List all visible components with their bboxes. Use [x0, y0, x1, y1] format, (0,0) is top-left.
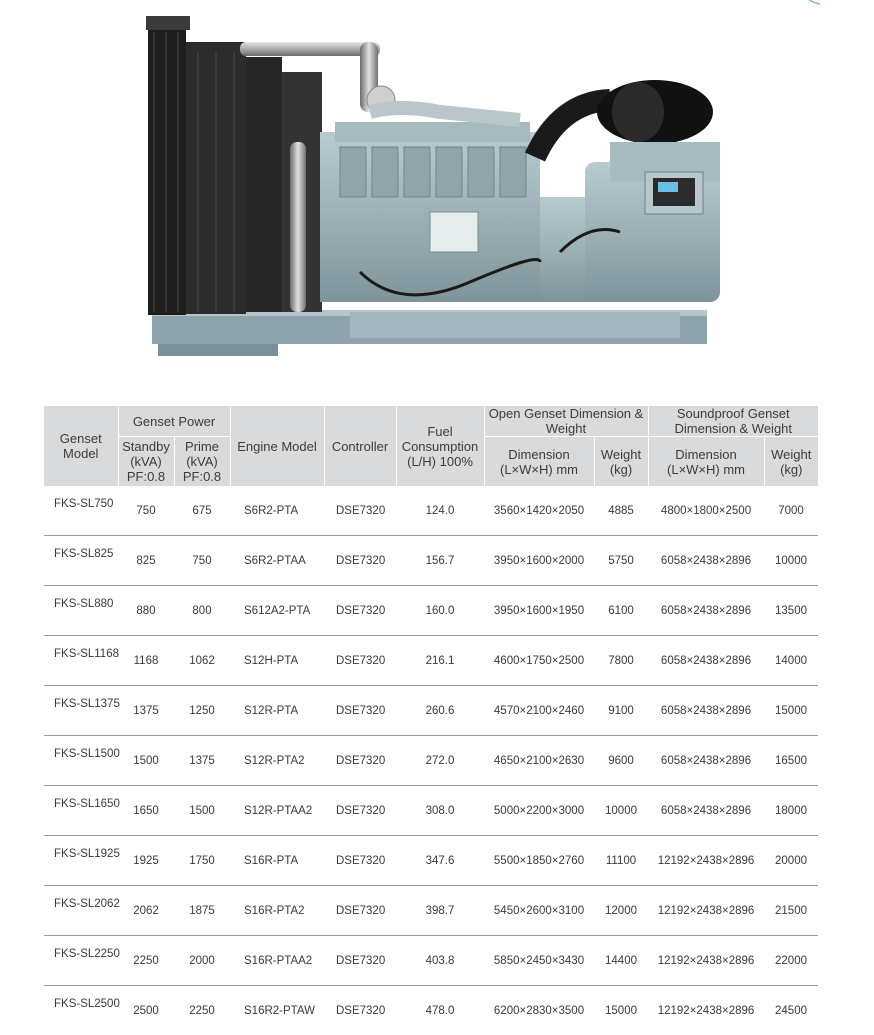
cell-model: FKS-SL2062 [44, 886, 118, 936]
cell-engine: S12H-PTA [230, 636, 324, 686]
cell-standby: 2500 [118, 986, 174, 1035]
cell-controller: DSE7320 [324, 786, 396, 836]
header-soundproof-weight: Weight (kg) [764, 437, 818, 487]
cell-soundproof-weight: 15000 [764, 686, 818, 736]
header-soundproof-dimension: Dimension (L×W×H) mm [648, 437, 764, 487]
cell-soundproof-weight: 7000 [764, 486, 818, 536]
table-row [44, 486, 818, 536]
cell-fuel: 478.0 [396, 986, 484, 1035]
cell-prime: 1500 [174, 786, 230, 836]
cell-fuel: 260.6 [396, 686, 484, 736]
cell-open-weight: 9600 [594, 736, 648, 786]
cell-open-dimension: 4600×1750×2500 [484, 636, 594, 686]
cell-soundproof-dimension: 12192×2438×2896 [648, 886, 764, 936]
header-controller: Controller [324, 406, 396, 486]
cell-model: FKS-SL825 [44, 536, 118, 586]
cell-fuel: 160.0 [396, 586, 484, 636]
cell-open-dimension: 3560×1420×2050 [484, 486, 594, 536]
cell-open-dimension: 4650×2100×2630 [484, 736, 594, 786]
cell-engine: S6R2-PTA [230, 486, 324, 536]
cell-open-dimension: 5450×2600×3100 [484, 886, 594, 936]
cell-prime: 2000 [174, 936, 230, 986]
cell-open-weight: 5750 [594, 536, 648, 586]
cell-standby: 1168 [118, 636, 174, 686]
header-genset-model: Genset Model [44, 406, 118, 486]
cell-standby: 1375 [118, 686, 174, 736]
cell-open-weight: 9100 [594, 686, 648, 736]
cell-open-weight: 6100 [594, 586, 648, 636]
generator-image [140, 12, 725, 364]
cell-open-weight: 11100 [594, 836, 648, 886]
cell-standby: 880 [118, 586, 174, 636]
cell-controller: DSE7320 [324, 736, 396, 786]
cell-soundproof-dimension: 6058×2438×2896 [648, 586, 764, 636]
cell-standby: 750 [118, 486, 174, 536]
cell-standby: 2250 [118, 936, 174, 986]
cell-prime: 800 [174, 586, 230, 636]
cell-soundproof-weight: 24500 [764, 986, 818, 1035]
header-open-weight: Weight (kg) [594, 437, 648, 487]
cell-prime: 750 [174, 536, 230, 586]
cell-controller: DSE7320 [324, 486, 396, 536]
cell-standby: 1500 [118, 736, 174, 786]
cell-engine: S612A2-PTA [230, 586, 324, 636]
cell-controller: DSE7320 [324, 536, 396, 586]
cell-controller: DSE7320 [324, 586, 396, 636]
cell-fuel: 347.6 [396, 836, 484, 886]
cell-soundproof-weight: 20000 [764, 836, 818, 886]
cell-model: FKS-SL2250 [44, 936, 118, 986]
header-genset-power: Genset Power [118, 406, 230, 437]
cell-prime: 675 [174, 486, 230, 536]
cell-prime: 1750 [174, 836, 230, 886]
cell-controller: DSE7320 [324, 936, 396, 986]
header-open-dimension: Dimension (L×W×H) mm [484, 437, 594, 487]
cell-controller: DSE7320 [324, 886, 396, 936]
spec-table [44, 406, 818, 1035]
cell-engine: S12R-PTAA2 [230, 786, 324, 836]
cell-engine: S6R2-PTAA [230, 536, 324, 586]
table-row [44, 836, 818, 886]
cell-standby: 1925 [118, 836, 174, 886]
cell-prime: 1375 [174, 736, 230, 786]
cell-controller: DSE7320 [324, 836, 396, 886]
cell-engine: S16R-PTAA2 [230, 936, 324, 986]
cell-controller: DSE7320 [324, 686, 396, 736]
cell-standby: 1650 [118, 786, 174, 836]
header-open-genset: Open Genset Dimension & Weight [484, 406, 648, 437]
cell-soundproof-weight: 13500 [764, 586, 818, 636]
cell-model: FKS-SL880 [44, 586, 118, 636]
cell-model: FKS-SL1500 [44, 736, 118, 786]
cell-open-dimension: 3950×1600×1950 [484, 586, 594, 636]
cell-model: FKS-SL1650 [44, 786, 118, 836]
cell-prime: 1875 [174, 886, 230, 936]
cell-open-dimension: 3950×1600×2000 [484, 536, 594, 586]
cell-soundproof-dimension: 6058×2438×2896 [648, 686, 764, 736]
cell-fuel: 403.8 [396, 936, 484, 986]
cell-soundproof-weight: 18000 [764, 786, 818, 836]
table-row [44, 736, 818, 786]
cell-soundproof-weight: 22000 [764, 936, 818, 986]
cell-open-weight: 10000 [594, 786, 648, 836]
table-row [44, 786, 818, 836]
cell-prime: 1062 [174, 636, 230, 686]
table-row [44, 536, 818, 586]
cell-open-weight: 12000 [594, 886, 648, 936]
cell-engine: S12R-PTA2 [230, 736, 324, 786]
cell-soundproof-dimension: 6058×2438×2896 [648, 786, 764, 836]
cell-open-dimension: 5850×2450×3430 [484, 936, 594, 986]
cell-fuel: 216.1 [396, 636, 484, 686]
cell-soundproof-dimension: 4800×1800×2500 [648, 486, 764, 536]
cell-fuel: 156.7 [396, 536, 484, 586]
cell-standby: 825 [118, 536, 174, 586]
cell-open-weight: 4885 [594, 486, 648, 536]
cell-controller: DSE7320 [324, 636, 396, 686]
header-fuel-consumption: Fuel Consumption (L/H) 100% [396, 406, 484, 486]
cell-standby: 2062 [118, 886, 174, 936]
header-soundproof-genset: Soundproof Genset Dimension & Weight [648, 406, 818, 437]
cell-soundproof-dimension: 6058×2438×2896 [648, 736, 764, 786]
cell-soundproof-dimension: 6058×2438×2896 [648, 536, 764, 586]
cell-controller: DSE7320 [324, 986, 396, 1035]
cell-engine: S16R2-PTAW [230, 986, 324, 1035]
cell-soundproof-dimension: 12192×2438×2896 [648, 936, 764, 986]
cell-open-dimension: 4570×2100×2460 [484, 686, 594, 736]
cell-soundproof-dimension: 12192×2438×2896 [648, 836, 764, 886]
cell-soundproof-weight: 21500 [764, 886, 818, 936]
header-engine-model: Engine Model [230, 406, 324, 486]
table-row [44, 686, 818, 736]
cell-engine: S16R-PTA [230, 836, 324, 886]
cell-model: FKS-SL2500 [44, 986, 118, 1035]
header-standby: Standby (kVA) PF:0.8 [118, 437, 174, 487]
cell-open-weight: 14400 [594, 936, 648, 986]
cell-open-weight: 15000 [594, 986, 648, 1035]
cell-model: FKS-SL1168 [44, 636, 118, 686]
corner-arc-decoration [792, 0, 822, 6]
cell-soundproof-weight: 10000 [764, 536, 818, 586]
cell-model: FKS-SL1925 [44, 836, 118, 886]
table-row [44, 636, 818, 686]
cell-soundproof-dimension: 12192×2438×2896 [648, 986, 764, 1035]
cell-open-dimension: 5000×2200×3000 [484, 786, 594, 836]
cell-engine: S16R-PTA2 [230, 886, 324, 936]
table-row [44, 586, 818, 636]
cell-soundproof-weight: 14000 [764, 636, 818, 686]
cell-soundproof-dimension: 6058×2438×2896 [648, 636, 764, 686]
cell-fuel: 272.0 [396, 736, 484, 786]
cell-open-weight: 7800 [594, 636, 648, 686]
cell-fuel: 308.0 [396, 786, 484, 836]
cell-open-dimension: 6200×2830×3500 [484, 986, 594, 1035]
cell-fuel: 398.7 [396, 886, 484, 936]
table-row [44, 986, 818, 1035]
cell-model: FKS-SL750 [44, 486, 118, 536]
cell-model: FKS-SL1375 [44, 686, 118, 736]
table-row [44, 936, 818, 986]
cell-prime: 2250 [174, 986, 230, 1035]
cell-engine: S12R-PTA [230, 686, 324, 736]
cell-prime: 1250 [174, 686, 230, 736]
cell-open-dimension: 5500×1850×2760 [484, 836, 594, 886]
cell-fuel: 124.0 [396, 486, 484, 536]
table-row [44, 886, 818, 936]
header-prime: Prime (kVA) PF:0.8 [174, 437, 230, 487]
cell-soundproof-weight: 16500 [764, 736, 818, 786]
